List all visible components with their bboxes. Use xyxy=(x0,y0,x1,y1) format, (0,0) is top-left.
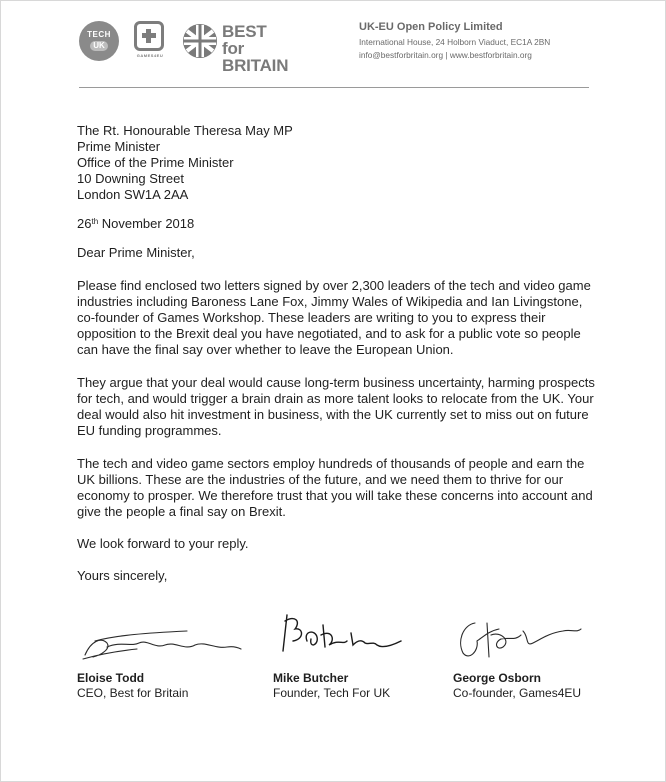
date-rest: November 2018 xyxy=(98,216,195,231)
signature-image xyxy=(453,611,633,666)
tech-for-uk-logo-line1: TECH xyxy=(87,30,111,39)
best-for-britain-logo xyxy=(182,22,292,75)
tech-for-uk-logo-line2: UK xyxy=(90,41,108,51)
union-flag-icon xyxy=(182,23,218,59)
paragraph: They argue that your deal would cause long-term business uncertainty, harming prospects for tech, and would trigger a brain drain as more talent looks to relocate from the UK. Your deal would also hit investment in business, with the UK currently set to miss out on future EU funding programmes. xyxy=(77,375,595,438)
recipient-address xyxy=(77,123,597,203)
signatory-name: Mike Butcher xyxy=(273,671,349,685)
paragraph: Please find enclosed two letters signed by over 2,300 leaders of the tech and video game industries including Baroness Lane Fox, Jimmy Wales of Wikipedia and Ian Livingstone, co-founder of Games Workshop. These leaders are writing to you to express their opposition to the Brexit deal you have negotiated, and to ask for a public vote so people can have the final say over whether to leave the European Union. xyxy=(77,278,591,357)
paragraph: We look forward to your reply. xyxy=(77,536,249,551)
company-name: UK-EU Open Policy Limited xyxy=(359,21,503,33)
games4eu-logo-caption: GAMES4EU xyxy=(136,53,164,58)
signature-block xyxy=(77,611,617,711)
recipient-line: Prime Minister xyxy=(77,139,161,154)
signature-image xyxy=(77,611,257,666)
best-for-britain-line2: BRITAIN xyxy=(222,56,289,75)
company-address: International House, 24 Holborn Viaduct, EC1A 2BN xyxy=(359,37,551,47)
signatory-role: Founder, Tech For UK xyxy=(273,686,391,700)
best-for-britain-line1: BEST for xyxy=(222,22,267,58)
signatory-name: Eloise Todd xyxy=(77,671,145,685)
recipient-line: 10 Downing Street xyxy=(77,171,184,186)
date-day: 26 xyxy=(77,216,92,231)
date-suffix: th xyxy=(91,217,99,226)
paragraph: The tech and video game sectors employ hundreds of thousands of people and earn the UK billions. These are the industries of the future, and we need them to thrive for our economy to prosper. We therefore trust that you will take these concerns into account and give the people a final say on Brexit. xyxy=(77,456,593,519)
letterhead xyxy=(79,19,589,89)
recipient-line: Office of the Prime Minister xyxy=(77,155,234,170)
header-divider xyxy=(79,87,589,88)
signatory-name: George Osborn xyxy=(453,671,542,685)
signatory-role: Co-founder, Games4EU xyxy=(453,686,582,700)
closing: Yours sincerely, xyxy=(77,568,168,583)
letter-body xyxy=(77,123,597,584)
company-block xyxy=(359,21,599,62)
games4eu-logo xyxy=(131,21,169,61)
company-contact: info@bestforbritain.org | www.bestforbritain.org xyxy=(359,50,532,60)
signature-image xyxy=(273,611,453,666)
salutation: Dear Prime Minister, xyxy=(77,245,195,260)
recipient-line: The Rt. Honourable Theresa May MP xyxy=(77,123,293,138)
signatory-role: CEO, Best for Britain xyxy=(77,686,189,700)
letter-date xyxy=(77,216,597,232)
tech-for-uk-logo xyxy=(79,21,119,61)
recipient-line: London SW1A 2AA xyxy=(77,187,189,202)
